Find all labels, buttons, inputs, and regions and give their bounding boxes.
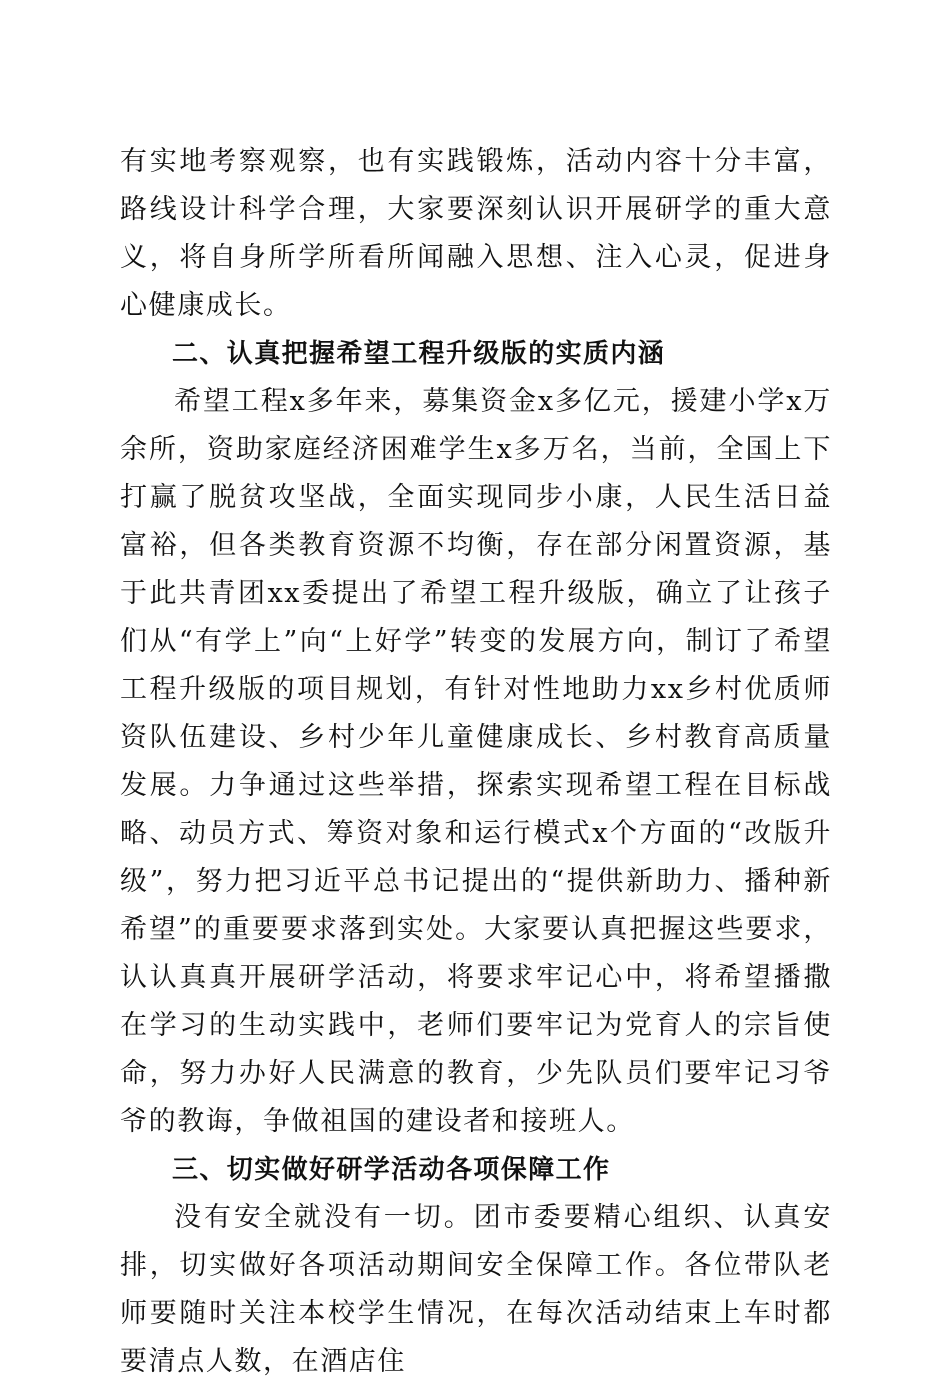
paragraph-intro-continued: 有实地考察观察，也有实践锻炼，活动内容十分丰富，路线设计科学合理，大家要深刻认识开展研学的重大意义，将自身所学所看所闻融入思想、注入心灵，促进身心健康成长。 xyxy=(120,146,832,321)
document-body xyxy=(120,138,832,1386)
paragraph-section-2: 希望工程x多年来，募集资金x多亿元，援建小学x万余所，资助家庭经济困难学生x多万名，当前，全国上下打赢了脱贫攻坚战，全面实现同步小康，人民生活日益富裕，但各类教育资源不均衡，存在部分闲置资源，基于此共青团xx委提出了希望工程升级版，确立了让孩子们从“有学上”向“上好学”转变的发展方向，制订了希望工程升级版的项目规划，有针对性地助力xx乡村优质师资队伍建设、乡村少年儿童健康成长、乡村教育高质量发展。力争通过这些举措，探索实现希望工程在目标战略、动员方式、筹资对象和运行模式x个方面的“改版升级”，努力把习近平总书记提出的“提供新助力、播种新希望”的重要要求落到实处。大家要认真把握这些要求，认认真真开展研学活动，将要求牢记心中，将希望播撒在学习的生动实践中，老师们要牢记为党育人的宗旨使命，努力办好人民满意的教育，少先队员们要牢记习爷爷的教诲，争做祖国的建设者和接班人。 xyxy=(120,386,832,1137)
section-heading-2: 二、认真把握希望工程升级版的实质内涵 xyxy=(172,339,666,369)
paragraph-section-3: 没有安全就没有一切。团市委要精心组织、认真安排，切实做好各项活动期间安全保障工作。各位带队老师要随时关注本校学生情况，在每次活动结束上车时都要清点人数，在酒店住 xyxy=(120,1202,832,1377)
section-heading-3: 三、切实做好研学活动各项保障工作 xyxy=(172,1155,611,1185)
